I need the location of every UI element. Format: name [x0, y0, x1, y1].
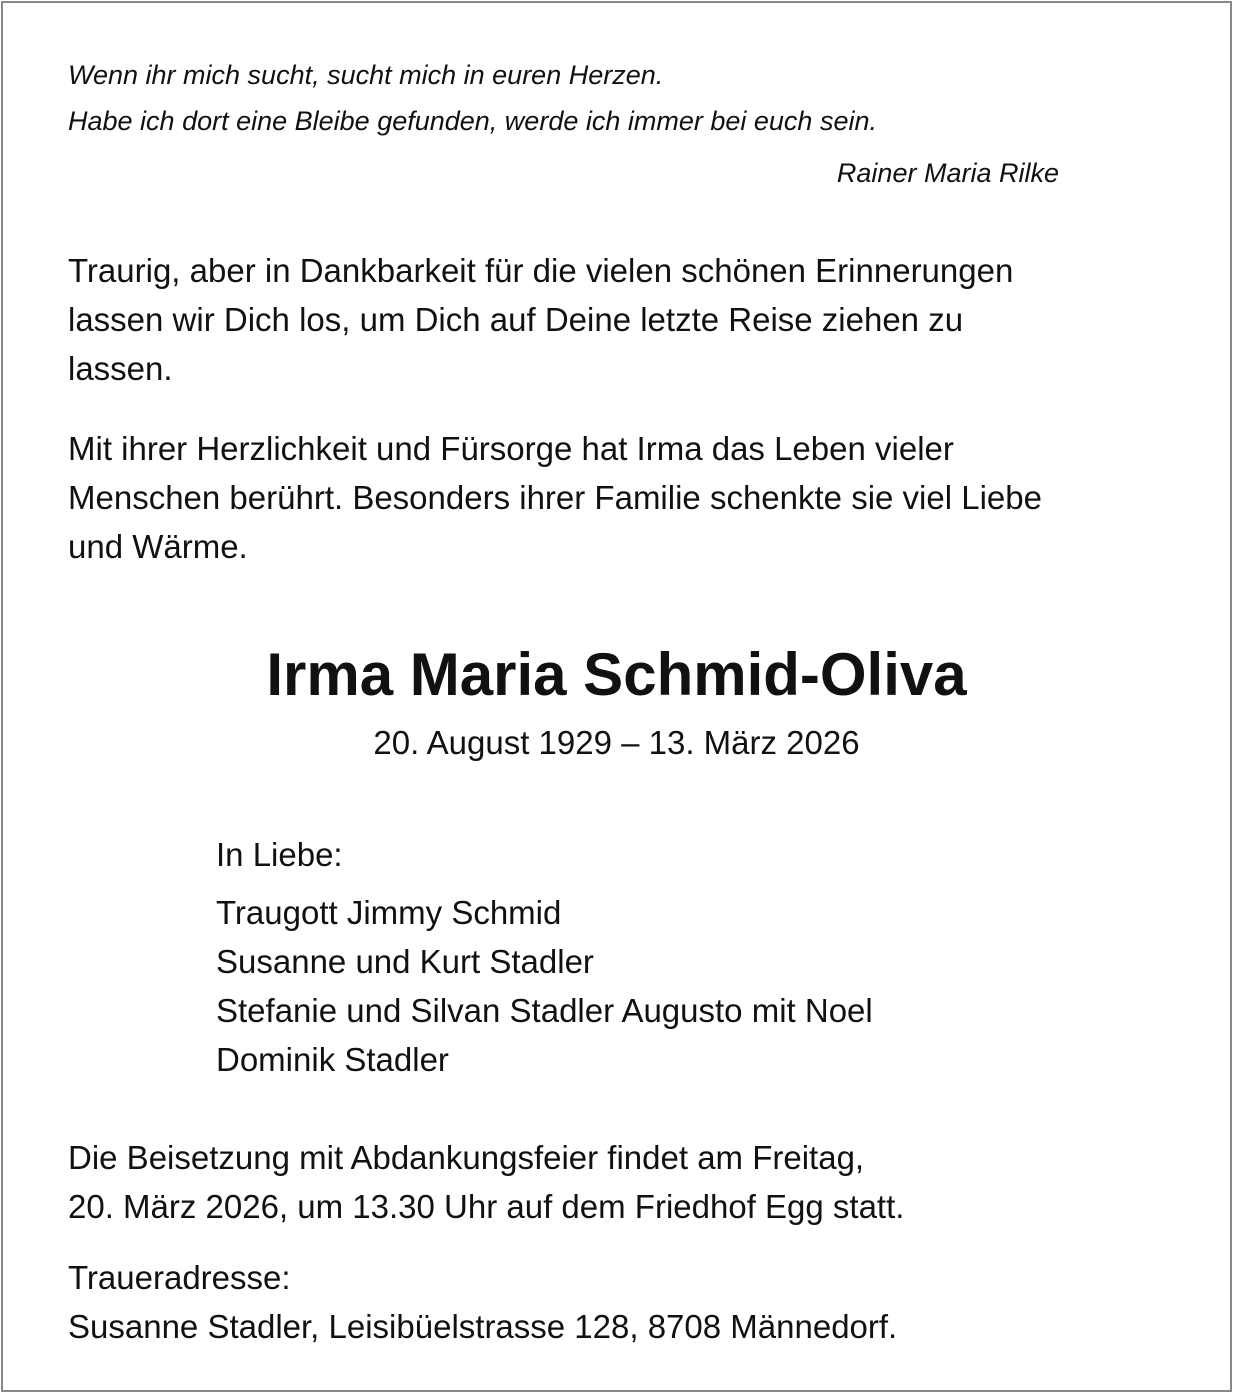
quote-line: Habe ich dort eine Bleibe gefunden, werde ich immer bei euch sein. — [68, 106, 877, 136]
mourners-list — [216, 888, 873, 1084]
mourner: Dominik Stadler — [216, 1041, 449, 1078]
mourner: Susanne und Kurt Stadler — [216, 943, 594, 980]
funeral-info — [68, 1133, 904, 1231]
text-line: 20. März 2026, um 13.30 Uhr auf dem Friedhof Egg statt. — [68, 1188, 905, 1225]
quote-line: Wenn ihr mich sucht, sucht mich in euren Herzen. — [68, 60, 664, 90]
address — [68, 1253, 897, 1351]
text-line: lassen. — [68, 350, 173, 387]
deceased-name: Irma Maria Schmid-Oliva — [266, 641, 967, 708]
address-value: Susanne Stadler, Leisibüelstrasse 128, 8708 Männedorf. — [68, 1308, 898, 1345]
text-line: Traurig, aber in Dankbarkeit für die vielen schönen Erinnerungen — [68, 252, 1014, 289]
text-line: Die Beisetzung mit Abdankungsfeier findet am Freitag, — [68, 1139, 865, 1176]
mourner: Stefanie und Silvan Stadler Augusto mit Noel — [216, 992, 873, 1029]
paragraph-1 — [68, 246, 1013, 393]
mourners-label: In Liebe: — [216, 836, 343, 873]
text-line: Mit ihrer Herzlichkeit und Fürsorge hat Irma das Leben vieler — [68, 430, 954, 467]
text-line: lassen wir Dich los, um Dich auf Deine letzte Reise ziehen zu — [68, 301, 964, 338]
mourner: Traugott Jimmy Schmid — [216, 894, 562, 931]
address-label: Traueradresse: — [68, 1259, 291, 1296]
life-dates: 20. August 1929 – 13. März 2026 — [373, 724, 860, 761]
text-line: Menschen berührt. Besonders ihrer Familie schenkte sie viel Liebe — [68, 479, 1042, 516]
text-line: und Wärme. — [68, 528, 248, 565]
quote-author: Rainer Maria Rilke — [836, 158, 1059, 188]
paragraph-2 — [68, 424, 1042, 571]
